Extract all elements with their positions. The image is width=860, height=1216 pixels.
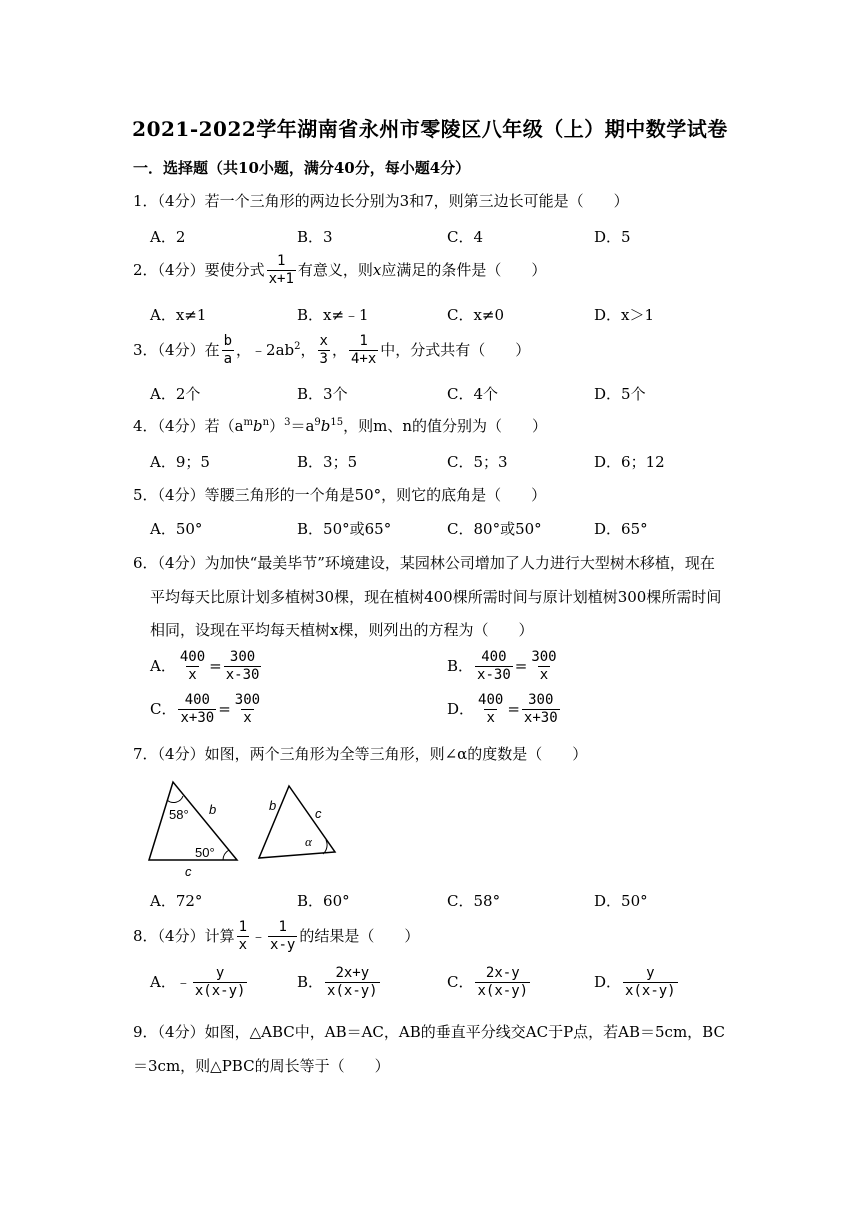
question-7: 7．（4分）如图，两个三角形为全等三角形，则∠α的度数是（ ） bbox=[133, 745, 588, 763]
q7-option-b[interactable]: B．60° bbox=[297, 892, 350, 910]
side-label-b2: b bbox=[269, 798, 277, 813]
angle-arc-50 bbox=[223, 850, 229, 860]
q4-option-b[interactable]: B．3；5 bbox=[297, 453, 358, 471]
q1-option-b[interactable]: B．3 bbox=[297, 228, 333, 246]
q3-option-b[interactable]: B．3个 bbox=[297, 385, 348, 403]
q6-option-c[interactable]: C． $\frac{400}{x+30}$ = $\frac{300}{x}$ bbox=[150, 692, 261, 727]
q3-option-d[interactable]: D．5个 bbox=[594, 385, 646, 403]
angle-arc-alpha bbox=[323, 840, 327, 854]
question-9-line-2: ＝3cm，则△PBC的周长等于（ ） bbox=[133, 1057, 390, 1075]
question-5: 5．（4分）等腰三角形的一个角是50°，则它的底角是（ ） bbox=[133, 486, 547, 504]
page-title: 2021-2022学年湖南省永州市零陵区八年级（上）期中数学试卷 bbox=[132, 117, 728, 141]
side-label-b: b bbox=[209, 802, 217, 817]
question-6-line-3: 相同，设现在平均每天植树x棵，则列出的方程为（ ） bbox=[150, 621, 534, 639]
q6-option-a[interactable]: A． $\frac{400}{x}$ = $\frac{300}{x-30}$ bbox=[150, 649, 260, 684]
angle-label-58: 58° bbox=[169, 807, 189, 822]
q2-option-a[interactable]: A．x≠1 bbox=[150, 306, 207, 324]
q5-option-d[interactable]: D．65° bbox=[594, 520, 648, 538]
q8-option-a[interactable]: A．﹣ $\frac{y}{x(x-y)}$ bbox=[150, 965, 246, 1000]
question-6-line-1: 6．（4分）为加快“最美毕节”环境建设，某园林公司增加了人力进行大型树木移植，现在 bbox=[133, 554, 715, 572]
q1-option-a[interactable]: A．2 bbox=[150, 228, 186, 246]
question-4: 4．（4分）若$(a^mb^n)^3=a^9b^{15}$，则m、n的值分别为（ ） bbox=[133, 417, 548, 435]
angle-label-alpha: α bbox=[305, 834, 312, 849]
fraction: $\frac{x}{3}$ bbox=[319, 333, 328, 368]
triangle-2 bbox=[259, 786, 335, 858]
q2-option-c[interactable]: C．x≠0 bbox=[447, 306, 505, 324]
question-8: 8．（4分）计算 $\frac{1}{x}$ ﹣ $\frac{1}{x-y}$ 的结果是（ ） bbox=[133, 919, 420, 954]
q8-option-c[interactable]: C． $\frac{2x-y}{x(x-y)}$ bbox=[447, 965, 529, 1000]
angle-arc-58 bbox=[167, 796, 183, 803]
q8-option-d[interactable]: D． $\frac{y}{x(x-y)}$ bbox=[594, 965, 676, 1000]
q5-option-c[interactable]: C．80°或50° bbox=[447, 520, 542, 538]
angle-label-50: 50° bbox=[195, 845, 215, 860]
q7-option-a[interactable]: A．72° bbox=[150, 892, 203, 910]
question-2: 2．（4分）要使分式 $\frac{1}{x+1}$ 有意义，则x应满足的条件是（ ） bbox=[133, 253, 547, 288]
q2-option-b[interactable]: B．x≠﹣1 bbox=[297, 306, 369, 324]
section-heading: 一．选择题（共10小题，满分40分，每小题4分） bbox=[133, 159, 471, 177]
triangle-1 bbox=[149, 782, 237, 860]
q4-option-c[interactable]: C．5；3 bbox=[447, 453, 508, 471]
q2-option-d[interactable]: D．x＞1 bbox=[594, 306, 655, 324]
question-1: 1．（4分）若一个三角形的两边长分别为3和7，则第三边长可能是（ ） bbox=[133, 192, 629, 210]
q6-option-d[interactable]: D． $\frac{400}{x}$ = $\frac{300}{x+30}$ bbox=[447, 692, 558, 727]
congruent-triangles-figure bbox=[145, 778, 345, 878]
fraction: $\frac{b}{a}$ bbox=[223, 333, 233, 368]
fraction: $\frac{1}{4+x}$ bbox=[350, 333, 377, 368]
q8-option-b[interactable]: B． $\frac{2x+y}{x(x-y)}$ bbox=[297, 965, 378, 1000]
side-label-c2: c bbox=[315, 806, 322, 821]
question-3: 3．（4分）在 $\frac{b}{a}$ ，$﹣2ab^2$， $\frac{x}{3}$ ， $\frac{1}{4+x}$ 中，分式共有（ ） bbox=[133, 333, 531, 368]
side-label-c: c bbox=[185, 864, 192, 878]
q4-option-d[interactable]: D．6；12 bbox=[594, 453, 665, 471]
q5-option-b[interactable]: B．50°或65° bbox=[297, 520, 392, 538]
q6-option-b[interactable]: B． $\frac{400}{x-30}$ = $\frac{300}{x}$ bbox=[447, 649, 557, 684]
fraction: $\frac{1}{x+1}$ bbox=[268, 253, 294, 288]
q3-option-c[interactable]: C．4个 bbox=[447, 385, 499, 403]
question-6-line-2: 平均每天比原计划多植树30棵，现在植树400棵所需时间与原计划植树300棵所需时间 bbox=[150, 588, 722, 606]
q5-option-a[interactable]: A．50° bbox=[150, 520, 203, 538]
q1-option-d[interactable]: D．5 bbox=[594, 228, 631, 246]
q4-option-a[interactable]: A．9；5 bbox=[150, 453, 210, 471]
question-9-line-1: 9．（4分）如图，△ABC中，AB＝AC，AB的垂直平分线交AC于P点，若AB＝5cm，BC bbox=[133, 1023, 725, 1041]
q1-option-c[interactable]: C．4 bbox=[447, 228, 484, 246]
q3-option-a[interactable]: A．2个 bbox=[150, 385, 201, 403]
q7-option-d[interactable]: D．50° bbox=[594, 892, 648, 910]
q7-option-c[interactable]: C．58° bbox=[447, 892, 501, 910]
